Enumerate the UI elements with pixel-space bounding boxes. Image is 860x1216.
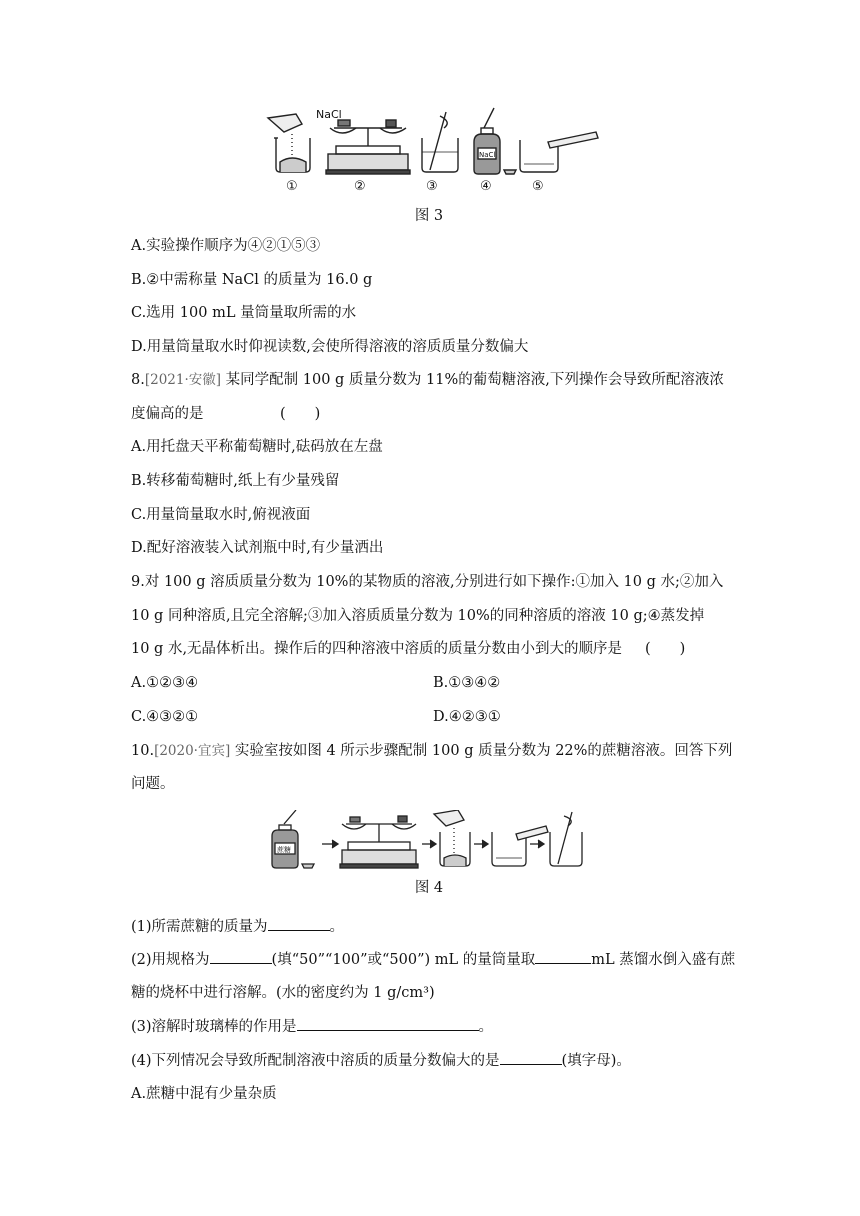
q9-stem-line-3 [131, 639, 686, 659]
sucrose-bottle-label: 蔗糖 [277, 846, 291, 854]
q7-option-c: C.选用 100 mL 量筒量取所需的水 [131, 305, 357, 321]
q9-option-c: C.④③②① [131, 709, 199, 725]
q8-stem-line-1 [131, 370, 724, 390]
nacl-bottle-label: NaCl [479, 151, 496, 159]
figure-3-caption: 图 3 [414, 208, 444, 224]
q9-stem-text-3: 10 g 水,无晶体析出。操作后的四种溶液中溶质的质量分数由小到大的顺序是 [131, 641, 623, 657]
q10-part-2-line-1 [131, 949, 735, 970]
q10-p4-option-a: A.蔗糖中混有少量杂质 [131, 1086, 277, 1102]
q10-p2-blank-1[interactable] [210, 949, 272, 964]
q10-p4-text: (4)下列情况会导致所配制溶液中溶质的质量分数偏大的是 [131, 1053, 500, 1069]
q10-stem-line-2: 问题。 [131, 776, 175, 792]
q10-p4-end: (填字母)。 [561, 1053, 631, 1069]
q10-stem-text: 实验室按如图 4 所示步骤配制 100 g 质量分数为 22%的蔗糖溶液。回答下列 [230, 743, 733, 759]
q9-answer-bracket: ( ) [645, 641, 686, 657]
q10-p1-blank[interactable] [268, 916, 330, 931]
q8-stem-line-2 [131, 404, 321, 424]
q10-source: [2020·宜宾] [154, 743, 231, 759]
q9-option-a: A.①②③④ [131, 675, 199, 691]
q10-stem-line-1 [131, 741, 732, 761]
step-label-1: ① [286, 179, 298, 194]
q10-p3-text: (3)溶解时玻璃棒的作用是 [131, 1019, 297, 1035]
q8-number: 8. [131, 372, 145, 388]
q8-option-c: C.用量筒量取水时,俯视液面 [131, 507, 311, 523]
q8-source: [2021·安徽] [144, 372, 222, 388]
q8-stem-text-2: 度偏高的是 [131, 406, 204, 422]
q10-part-1 [131, 916, 344, 937]
figure-4-illustration [268, 810, 588, 872]
q9-option-b: B.①③④② [433, 675, 501, 691]
figure-3-illustration [262, 106, 602, 194]
q7-option-a: A.实验操作顺序为④②①⑤③ [131, 238, 321, 254]
step-label-5: ⑤ [532, 179, 544, 194]
q7-option-d: D.用量筒量取水时仰视读数,会使所得溶液的溶质质量分数偏大 [131, 339, 529, 355]
q9-option-d: D.④②③① [433, 709, 501, 725]
nacl-tray-label: NaCl [316, 108, 342, 121]
q7-option-b: B.②中需称量 NaCl 的质量为 16.0 g [131, 272, 373, 288]
q10-p2-text-a: (2)用规格为 [131, 952, 210, 968]
q10-part-3 [131, 1016, 493, 1037]
q10-p1-end: 。 [329, 919, 345, 935]
q9-stem-line-1: 9.对 100 g 溶质质量分数为 10%的某物质的溶液,分别进行如下操作:①加入 10 g 水;②加入 [131, 574, 724, 590]
q10-p2-text-c: mL 蒸馏水倒入盛有蔗 [591, 952, 736, 968]
q8-stem-text: 某同学配制 100 g 质量分数为 11%的葡萄糖溶液,下列操作会导致所配溶液浓 [221, 372, 724, 388]
q8-option-d: D.配好溶液装入试剂瓶中时,有少量洒出 [131, 540, 384, 556]
q8-answer-bracket: ( ) [280, 406, 321, 422]
figure-4-caption: 图 4 [414, 880, 444, 896]
q10-p4-blank[interactable] [500, 1050, 562, 1065]
q10-p2-blank-2[interactable] [535, 949, 591, 964]
q10-number: 10. [131, 743, 155, 759]
q10-p3-blank[interactable] [297, 1016, 479, 1031]
q10-part-2-line-2: 糖的烧杯中进行溶解。(水的密度约为 1 g/cm³) [131, 985, 435, 1001]
step-label-4: ④ [480, 179, 492, 194]
step-label-2: ② [354, 179, 366, 194]
step-label-3: ③ [426, 179, 438, 194]
q10-part-4 [131, 1050, 631, 1071]
q8-option-b: B.转移葡萄糖时,纸上有少量残留 [131, 473, 340, 489]
q10-p3-end: 。 [478, 1019, 494, 1035]
q8-option-a: A.用托盘天平称葡萄糖时,砝码放在左盘 [131, 439, 383, 455]
q9-stem-line-2: 10 g 同种溶质,且完全溶解;③加入溶质质量分数为 10%的同种溶质的溶液 10 g;④蒸发掉 [131, 608, 705, 624]
q10-p2-text-b: (填“50”“100”或“500”) mL 的量筒量取 [271, 952, 536, 968]
q10-p1-text: (1)所需蔗糖的质量为 [131, 919, 268, 935]
